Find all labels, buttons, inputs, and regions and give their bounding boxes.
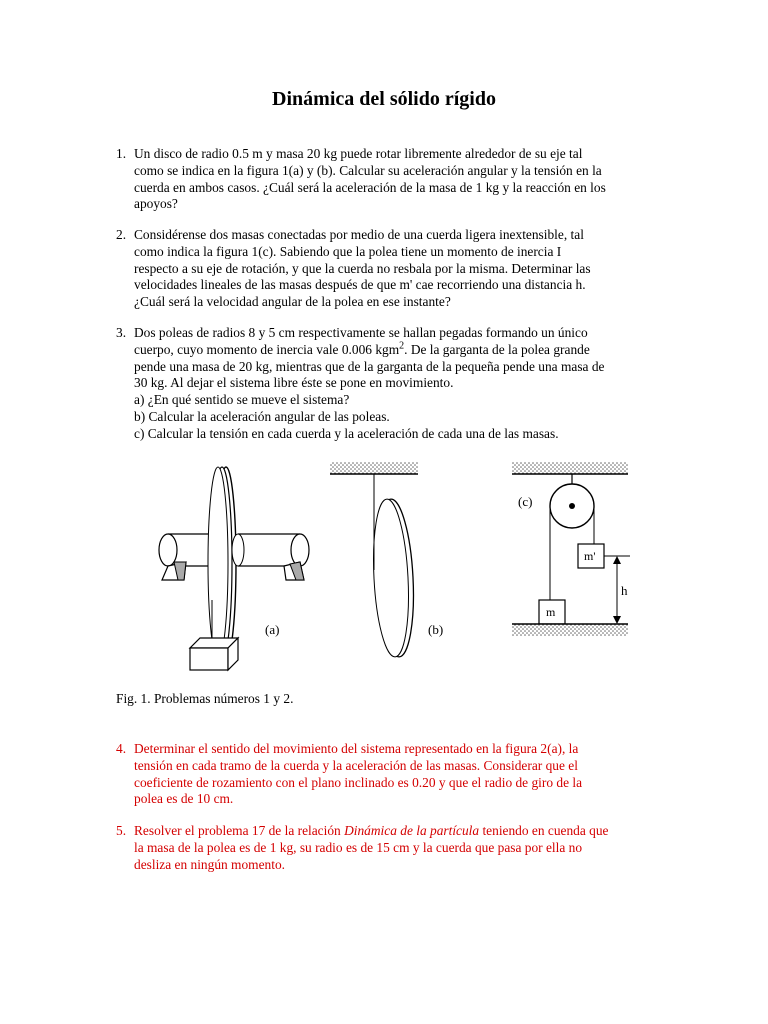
text-line: [134, 823, 682, 840]
text-line: coeficiente de rozamiento con el plano inclinado es 0.20 y que el radio de giro de la: [134, 774, 583, 790]
problem-text: [116, 146, 682, 213]
problem-text: [116, 823, 682, 873]
problem-number: 4.: [116, 741, 127, 756]
italic-reference: Dinámica de la partícula: [344, 823, 480, 838]
text-line: pende una masa de 20 kg, mientras que de la garganta de la pequeña pende una masa de: [134, 358, 605, 374]
text-line: como indica la figura 1(c). Sabiendo que la polea tiene un momento de inercia I: [134, 243, 562, 259]
problem-text: [116, 227, 682, 311]
text-line: 30 kg. Al dejar el sistema libre éste se pone en movimiento.: [134, 375, 454, 391]
problem-number: 2.: [116, 227, 127, 242]
text-line: b) Calcular la aceleración angular de las poleas.: [134, 408, 390, 424]
problem-2: [116, 227, 682, 311]
text-line: Considérense dos masas conectadas por medio de una cuerda ligera inextensible, tal: [134, 227, 584, 242]
text-line: respecto a su eje de rotación, y que la cuerda no resbala por la misma. Determinar las: [134, 260, 591, 276]
problem-text: [116, 325, 682, 443]
problem-number: 1.: [116, 146, 127, 161]
text-line: c) Calcular la tensión en cada cuerda y la aceleración de cada una de las masas.: [134, 425, 559, 441]
text-segment: . De la garganta de la polea grande: [404, 341, 590, 357]
page-title: Dinámica del sólido rígido: [272, 88, 496, 110]
figure-1b-hanging-disk: [330, 462, 418, 658]
text-line: a) ¿En qué sentido se mueve el sistema?: [134, 392, 350, 408]
problem-3: [116, 325, 682, 443]
text-line: polea es de 10 cm.: [134, 791, 234, 807]
figure-1: [0, 450, 768, 688]
problem-5: [116, 823, 682, 873]
problem-text: [116, 741, 682, 808]
text-segment: Resolver el problema 17 de la relación: [134, 823, 345, 838]
text-line: Dos poleas de radios 8 y 5 cm respectivamente se hallan pegadas formando un único: [134, 325, 588, 340]
mass-m-prime-label: m': [584, 549, 596, 563]
text-line: [134, 342, 682, 359]
text-line: cuerda en ambos casos. ¿Cuál será la aceleración de la masa de 1 kg y la reacción en los: [134, 179, 606, 195]
text-line: desliza en ningún momento.: [134, 856, 285, 872]
figure-1c-label: (c): [518, 494, 533, 509]
text-line: Determinar el sentido del movimiento del sistema representado en la figura 2(a), la: [134, 741, 579, 756]
superscript: 2: [399, 340, 405, 352]
figure-1a-label: (a): [265, 622, 280, 637]
figure-1c-pulley-system: [512, 462, 630, 636]
height-h-label: h: [621, 583, 628, 598]
figure-1a-disk-axle: [159, 467, 309, 670]
text-line: tensión en cada tramo de la cuerda y la aceleración de las masas. Considerar que el: [134, 757, 578, 773]
text-line: apoyos?: [134, 196, 178, 212]
text-line: velocidades lineales de las masas después de que m' cae recorriendo una distancia h.: [134, 277, 586, 293]
text-segment: teniendo en cuenda que: [479, 823, 609, 838]
problem-4: [116, 741, 682, 808]
text-line: la masa de la polea es de 1 kg, su radio es de 15 cm y la cuerda que pasa por ella no: [134, 839, 583, 855]
text-line: Un disco de radio 0.5 m y masa 20 kg puede rotar libremente alrededor de su eje tal: [134, 146, 583, 161]
problem-1: [116, 146, 682, 213]
text-line: ¿Cuál será la velocidad angular de la polea en ese instante?: [134, 294, 451, 310]
figure-1b-label: (b): [428, 622, 444, 637]
mass-m-label: m: [546, 605, 556, 619]
text-segment: cuerpo, cuyo momento de inercia vale 0.006 kgm: [134, 341, 400, 357]
problem-number: 5.: [116, 823, 127, 838]
text-line: como se indica en la figura 1(a) y (b). Calcular su aceleración angular y la tensión en la: [134, 162, 602, 178]
figure-caption: Fig. 1. Problemas números 1 y 2.: [116, 691, 294, 706]
problem-number: 3.: [116, 325, 127, 340]
